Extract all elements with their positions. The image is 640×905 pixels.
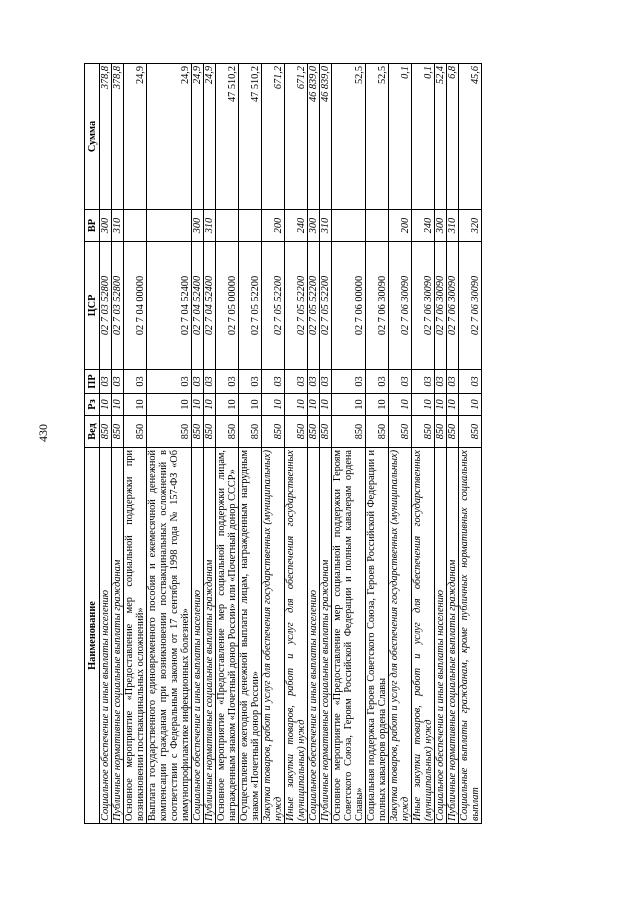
cell-name: Основное мероприятие «Предоставление мер социальной поддержки лицам, награжденным знаком «Почетный донор России» или «Почетный донор СССР» — [216, 448, 239, 824]
cell-vr: 300 — [308, 210, 320, 242]
cell-csr: 02 7 05 52200 — [285, 242, 308, 370]
cell-csr: 02 7 03 52800 — [112, 242, 124, 370]
header-pr: ПР — [85, 370, 100, 394]
cell-pr: 03 — [412, 370, 435, 394]
cell-rz: 10 — [124, 394, 147, 416]
cell-sum: 378,8 — [100, 64, 112, 210]
table-row — [389, 64, 412, 824]
cell-sum: 52,4 — [435, 64, 447, 210]
cell-ved: 850 — [124, 416, 147, 448]
cell-csr: 02 7 05 00000 — [216, 242, 239, 370]
cell-name: Социальное обеспечение и иные выплаты населению — [192, 448, 204, 824]
table-row — [320, 64, 332, 824]
cell-ved: 850 — [262, 416, 285, 448]
cell-vr: 300 — [192, 210, 204, 242]
cell-pr: 03 — [285, 370, 308, 394]
cell-ved: 850 — [435, 416, 447, 448]
cell-ved: 850 — [112, 416, 124, 448]
cell-sum: 52,5 — [366, 64, 389, 210]
cell-name: Основное мероприятие «Предоставление мер социальной поддержки Героям Советского Союза, Героям Российской Федерации и полным кавалерам ордена Славы» — [332, 448, 366, 824]
cell-vr — [216, 210, 239, 242]
cell-rz: 10 — [332, 394, 366, 416]
cell-csr: 02 7 04 52400 — [192, 242, 204, 370]
cell-pr: 03 — [308, 370, 320, 394]
cell-name: Публичные нормативные социальные выплаты гражданам — [112, 448, 124, 824]
header-ved: Вед — [85, 416, 100, 448]
cell-csr: 02 7 04 52400 — [147, 242, 192, 370]
cell-rz: 10 — [412, 394, 435, 416]
cell-pr: 03 — [112, 370, 124, 394]
cell-rz: 10 — [320, 394, 332, 416]
cell-csr: 02 7 03 52800 — [100, 242, 112, 370]
cell-name: Иные закупки товаров, работ и услуг для обеспечения государственных (муниципальных) нужд — [412, 448, 435, 824]
cell-pr: 03 — [262, 370, 285, 394]
cell-rz: 10 — [262, 394, 285, 416]
cell-ved: 850 — [239, 416, 262, 448]
cell-name: Публичные нормативные социальные выплаты гражданам — [204, 448, 216, 824]
cell-ved: 850 — [366, 416, 389, 448]
table-row — [262, 64, 285, 824]
cell-csr: 02 7 06 30090 — [412, 242, 435, 370]
cell-rz: 10 — [147, 394, 192, 416]
cell-name: Публичные нормативные социальные выплаты гражданам — [320, 448, 332, 824]
cell-ved: 850 — [389, 416, 412, 448]
cell-csr: 02 7 06 00000 — [332, 242, 366, 370]
table-row — [124, 64, 147, 824]
cell-pr: 03 — [320, 370, 332, 394]
cell-sum: 46 839,0 — [308, 64, 320, 210]
header-vr: ВР — [85, 210, 100, 242]
cell-sum: 671,2 — [285, 64, 308, 210]
cell-vr: 240 — [412, 210, 435, 242]
cell-name: Социальная поддержка Героев Советского Союза, Героев Российской Федерации и полных кавалеров ордена Славы — [366, 448, 389, 824]
cell-ved: 850 — [100, 416, 112, 448]
cell-pr: 03 — [147, 370, 192, 394]
cell-ved: 850 — [320, 416, 332, 448]
cell-sum: 24,9 — [204, 64, 216, 210]
cell-vr: 300 — [100, 210, 112, 242]
cell-ved: 850 — [204, 416, 216, 448]
cell-name: Осуществление ежегодной денежной выплаты лицам, награжденным нагрудным знаком «Почетный донор России» — [239, 448, 262, 824]
table-row — [412, 64, 435, 824]
cell-name: Социальное обеспечение и иные выплаты населению — [435, 448, 447, 824]
cell-pr: 03 — [447, 370, 459, 394]
table-row — [192, 64, 204, 824]
table-row — [447, 64, 459, 824]
cell-ved: 850 — [459, 416, 482, 448]
cell-vr: 200 — [262, 210, 285, 242]
cell-rz: 10 — [447, 394, 459, 416]
cell-rz: 10 — [285, 394, 308, 416]
cell-ved: 850 — [412, 416, 435, 448]
cell-name: Закупка товаров, работ и услуг для обеспечения государственных (муниципальных) нужд — [389, 448, 412, 824]
table-row — [308, 64, 320, 824]
cell-rz: 10 — [216, 394, 239, 416]
cell-ved: 850 — [147, 416, 192, 448]
cell-vr: 310 — [320, 210, 332, 242]
table-row — [216, 64, 239, 824]
cell-csr: 02 7 04 52400 — [204, 242, 216, 370]
cell-sum: 671,2 — [262, 64, 285, 210]
cell-rz: 10 — [100, 394, 112, 416]
cell-sum: 6,8 — [447, 64, 459, 210]
cell-csr: 02 7 05 52200 — [239, 242, 262, 370]
cell-vr: 310 — [447, 210, 459, 242]
cell-vr: 320 — [459, 210, 482, 242]
cell-vr — [332, 210, 366, 242]
cell-ved: 850 — [285, 416, 308, 448]
budget-table — [84, 63, 482, 824]
cell-csr: 02 7 05 52200 — [320, 242, 332, 370]
cell-csr: 02 7 04 00000 — [124, 242, 147, 370]
header-rz: Рз — [85, 394, 100, 416]
cell-sum: 45,6 — [459, 64, 482, 210]
cell-pr: 03 — [192, 370, 204, 394]
cell-vr — [124, 210, 147, 242]
cell-vr: 310 — [112, 210, 124, 242]
cell-name: Социальное обеспечение и иные выплаты населению — [308, 448, 320, 824]
table-row — [459, 64, 482, 824]
cell-pr: 03 — [389, 370, 412, 394]
cell-sum: 378,8 — [112, 64, 124, 210]
cell-rz: 10 — [389, 394, 412, 416]
cell-pr: 03 — [332, 370, 366, 394]
cell-csr: 02 7 06 30090 — [447, 242, 459, 370]
cell-csr: 02 7 06 30090 — [366, 242, 389, 370]
cell-vr — [147, 210, 192, 242]
table-row — [239, 64, 262, 824]
cell-pr: 03 — [124, 370, 147, 394]
cell-name: Выплата государственного единовременного пособия и ежемесячной денежной компенсации гражданам при возникновении поствакцинальных осложнений в соответствии с Федеральным законом от 17 сентября 1998 года № 157-ФЗ «Об иммунопрофилактике инфекционных болезней» — [147, 448, 192, 824]
cell-ved: 850 — [332, 416, 366, 448]
table-row — [147, 64, 192, 824]
header-name: Наименование — [85, 448, 100, 824]
cell-pr: 03 — [100, 370, 112, 394]
cell-ved: 850 — [192, 416, 204, 448]
cell-vr — [239, 210, 262, 242]
cell-ved: 850 — [308, 416, 320, 448]
cell-sum: 24,9 — [192, 64, 204, 210]
cell-rz: 10 — [192, 394, 204, 416]
table-row — [112, 64, 124, 824]
cell-vr: 300 — [435, 210, 447, 242]
cell-name: Закупка товаров, работ и услуг для обеспечения государственных (муниципальных) нужд — [262, 448, 285, 824]
cell-rz: 10 — [435, 394, 447, 416]
cell-name: Публичные нормативные социальные выплаты гражданам — [447, 448, 459, 824]
cell-rz: 10 — [366, 394, 389, 416]
page-number: 430 — [36, 424, 50, 442]
cell-vr: 310 — [204, 210, 216, 242]
table-row — [435, 64, 447, 824]
cell-vr: 200 — [389, 210, 412, 242]
cell-name: Социальное обеспечение и иные выплаты населению — [100, 448, 112, 824]
cell-pr: 03 — [204, 370, 216, 394]
cell-sum: 24,9 — [124, 64, 147, 210]
cell-sum: 47 510,2 — [239, 64, 262, 210]
table-row — [332, 64, 366, 824]
cell-pr: 03 — [216, 370, 239, 394]
table-row — [100, 64, 112, 824]
cell-rz: 10 — [112, 394, 124, 416]
cell-ved: 850 — [447, 416, 459, 448]
table-header-row — [85, 64, 100, 824]
cell-rz: 10 — [308, 394, 320, 416]
cell-sum: 47 510,2 — [216, 64, 239, 210]
cell-name: Иные закупки товаров, работ и услуг для обеспечения государственных (муниципальных) нужд — [285, 448, 308, 824]
cell-pr: 03 — [459, 370, 482, 394]
cell-rz: 10 — [239, 394, 262, 416]
cell-csr: 02 7 06 30090 — [459, 242, 482, 370]
cell-sum: 0,1 — [412, 64, 435, 210]
table-body — [100, 64, 482, 824]
cell-vr: 240 — [285, 210, 308, 242]
header-sum: Сумма — [85, 64, 100, 210]
cell-csr: 02 7 06 30090 — [389, 242, 412, 370]
cell-pr: 03 — [239, 370, 262, 394]
cell-name: Социальные выплаты гражданам, кроме публичных нормативных социальных выплат — [459, 448, 482, 824]
table-row — [204, 64, 216, 824]
table-row — [285, 64, 308, 824]
cell-rz: 10 — [459, 394, 482, 416]
cell-csr: 02 7 05 52200 — [262, 242, 285, 370]
cell-rz: 10 — [204, 394, 216, 416]
cell-sum: 46 839,0 — [320, 64, 332, 210]
cell-pr: 03 — [366, 370, 389, 394]
cell-sum: 52,5 — [332, 64, 366, 210]
header-csr: ЦСР — [85, 242, 100, 370]
cell-vr — [366, 210, 389, 242]
cell-sum: 24,9 — [147, 64, 192, 210]
cell-name: Основное мероприятие «Предоставление мер социальной поддержки при возникновении поствакцинальных осложнений» — [124, 448, 147, 824]
cell-pr: 03 — [435, 370, 447, 394]
cell-csr: 02 7 05 52200 — [308, 242, 320, 370]
budget-table-container — [84, 64, 573, 824]
cell-ved: 850 — [216, 416, 239, 448]
table-row — [366, 64, 389, 824]
cell-csr: 02 7 06 30090 — [435, 242, 447, 370]
cell-sum: 0,1 — [389, 64, 412, 210]
